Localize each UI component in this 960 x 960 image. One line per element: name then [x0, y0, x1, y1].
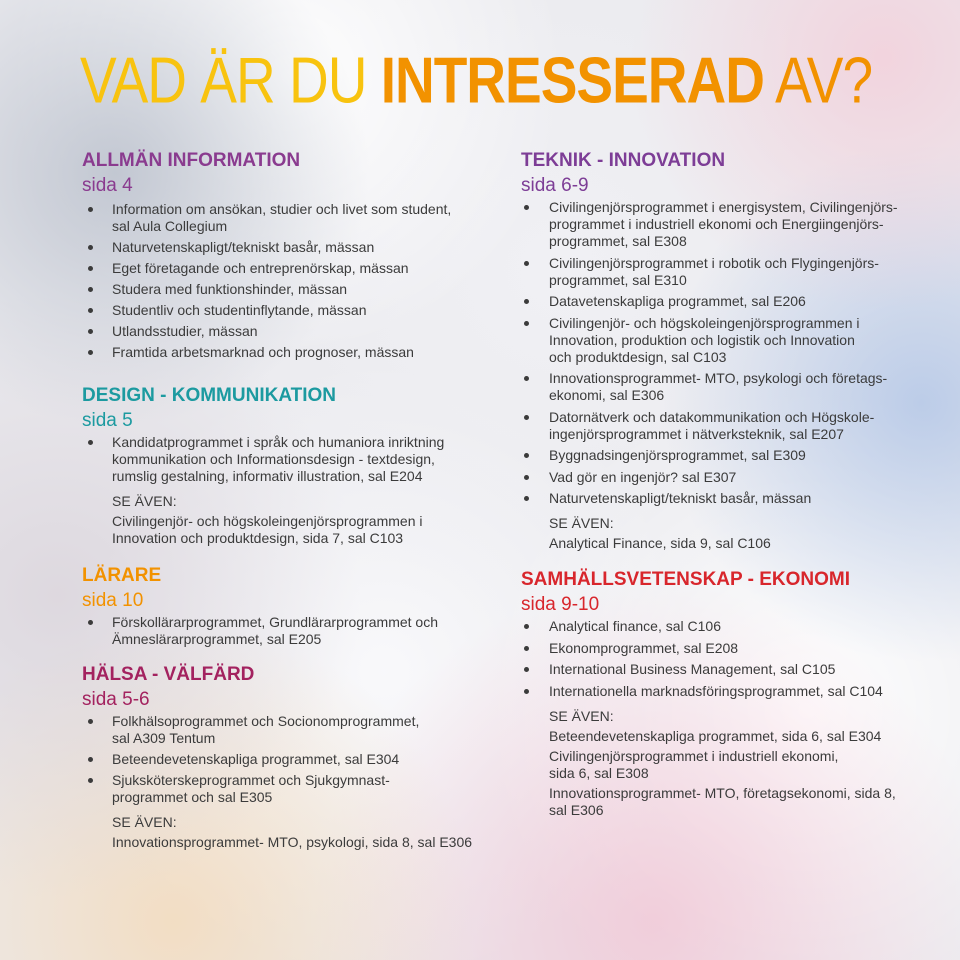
bullet-icon [524, 415, 529, 420]
section-design-kommunikation [82, 385, 502, 547]
section-samhallsvetenskap-ekonomi [521, 569, 941, 819]
item-text: Kandidatprogrammet i språk och humaniora inriktning kommunikation och Informationsdesign - textdesign, rumslig gestalning, informativ illustration, sal E204 [112, 434, 445, 484]
bullet-icon [524, 689, 529, 694]
item-text: Vad gör en ingenjör? sal E307 [549, 468, 737, 485]
item-text: Civilingenjör- och högskoleingenjörsprogrammen i Innovation, produktion och logistik och Innovation och produktdesign, sal C103 [549, 314, 860, 365]
list-item [521, 469, 941, 486]
item-text: Eget företagande och entreprenörskap, mässan [112, 260, 409, 276]
item-list [82, 201, 502, 361]
section-heading: HÄLSA - VÄLFÄRD [82, 664, 255, 685]
item-text: Framtida arbetsmarknad och prognoser, mässan [112, 344, 414, 360]
list-item [521, 409, 941, 443]
title-part-2: INTRESSERAD [380, 43, 764, 117]
bullet-icon [524, 453, 529, 458]
page-title [80, 43, 873, 117]
list-item [82, 772, 502, 806]
item-text: Internationella marknadsföringsprogrammet, sal C104 [549, 682, 883, 699]
list-item [82, 751, 502, 768]
item-list [521, 618, 941, 700]
bullet-icon [524, 376, 529, 381]
bullet-icon [524, 299, 529, 304]
list-item [82, 344, 502, 361]
list-item [521, 293, 941, 310]
section-page-ref: sida 5 [82, 410, 133, 431]
section-heading: DESIGN - KOMMUNIKATION [82, 385, 337, 406]
section-page-ref: sida 4 [82, 175, 133, 196]
bullet-icon [88, 757, 93, 762]
item-text: Civilingenjörsprogrammet i robotik och Flygingenjörs- programmet, sal E310 [549, 254, 879, 288]
bullet-icon [88, 207, 93, 212]
item-text: Folkhälsoprogrammet och Socionomprogrammet, sal A309 Tentum [112, 713, 420, 746]
item-text: Civilingenjörsprogrammet i energisystem, Civilingenjörs- programmet i industriell ekonomi och Energiingenjörs- programmet, sal E308 [549, 199, 898, 249]
list-item [521, 370, 941, 404]
section-heading: SAMHÄLLSVETENSKAP - EKONOMI [521, 569, 851, 590]
item-list [521, 199, 941, 507]
see-also-entry: Innovationsprogrammet- MTO, företagsekonomi, sida 8, sal E306 [549, 784, 896, 818]
list-item [521, 199, 941, 250]
list-item [521, 447, 941, 464]
bullet-icon [88, 620, 93, 625]
see-also-label: SE ÄVEN: [112, 814, 177, 830]
list-item [521, 661, 941, 678]
section-page-ref: sida 10 [82, 590, 144, 611]
see-also-entry: Civilingenjör- och högskoleingenjörsprogrammen i Innovation och produktdesign, sida 7, sal C103 [112, 513, 423, 546]
item-text: Analytical finance, sal C106 [549, 618, 721, 634]
bullet-icon [524, 261, 529, 266]
list-item [521, 315, 941, 366]
bullet-icon [524, 321, 529, 326]
list-item [82, 281, 502, 298]
item-text: Datavetenskapliga programmet, sal E206 [549, 293, 806, 309]
title-part-3: AV? [775, 43, 873, 117]
item-text: Förskollärarprogrammet, Grundlärarprogrammet och Ämneslärarprogrammet, sal E205 [112, 614, 438, 647]
list-item [521, 640, 941, 657]
item-list [82, 614, 502, 648]
see-also-label: SE ÄVEN: [112, 493, 177, 509]
item-text: Ekonomprogrammet, sal E208 [549, 639, 739, 656]
bullet-icon [524, 646, 529, 651]
item-text: Utlandsstudier, mässan [112, 323, 258, 339]
list-item [82, 713, 502, 747]
bullet-icon [88, 440, 93, 445]
see-also-entry: Beteendevetenskapliga programmet, sida 6, sal E304 [549, 727, 882, 744]
list-item [521, 490, 941, 507]
bullet-icon [88, 719, 93, 724]
list-item [82, 201, 502, 235]
list-item [521, 683, 941, 700]
item-text: Sjuksköterskeprogrammet och Sjukgymnast- programmet och sal E305 [112, 772, 390, 805]
section-page-ref: sida 9-10 [521, 594, 600, 615]
see-also-entry: Innovationsprogrammet- MTO, psykologi, sida 8, sal E306 [112, 834, 473, 850]
list-item [82, 260, 502, 277]
list-item [82, 302, 502, 319]
see-also [521, 708, 941, 819]
list-item [521, 618, 941, 635]
bullet-icon [524, 624, 529, 629]
item-text: Studentliv och studentinflytande, mässan [112, 302, 367, 318]
section-larare [82, 565, 502, 652]
section-heading: LÄRARE [82, 565, 162, 586]
item-text: Beteendevetenskapliga programmet, sal E304 [112, 751, 400, 767]
section-teknik-innovation [521, 150, 941, 552]
bullet-icon [88, 308, 93, 313]
section-heading: TEKNIK - INNOVATION [521, 150, 726, 171]
see-also [82, 814, 502, 851]
list-item [521, 255, 941, 289]
title-part-1: VAD ÄR DU [80, 43, 367, 117]
see-also-label: SE ÄVEN: [549, 515, 614, 531]
item-text: Datornätverk och datakommunikation och Högskole- ingenjörsprogrammet i nätverksteknik, sal E207 [549, 408, 875, 442]
list-item [82, 434, 502, 485]
item-text: Naturvetenskapligt/tekniskt basår, mässan [112, 239, 375, 255]
bullet-icon [88, 287, 93, 292]
bullet-icon [88, 329, 93, 334]
list-item [82, 323, 502, 340]
section-page-ref: sida 5-6 [82, 689, 150, 710]
bullet-icon [88, 778, 93, 783]
item-text: Byggnadsingenjörsprogrammet, sal E309 [549, 447, 806, 463]
bullet-icon [88, 350, 93, 355]
item-text: Naturvetenskapligt/tekniskt basår, mässan [549, 490, 812, 506]
item-list [82, 713, 502, 806]
item-text: Information om ansökan, studier och livet som student, sal Aula Collegium [112, 201, 452, 234]
item-text: International Business Management, sal C105 [549, 661, 836, 677]
bullet-icon [88, 266, 93, 271]
section-halsa-valfard [82, 664, 502, 851]
see-also-label: SE ÄVEN: [549, 707, 614, 724]
section-heading: ALLMÄN INFORMATION [82, 150, 301, 171]
see-also-entry: Civilingenjörsprogrammet i industriell ekonomi, sida 6, sal E308 [549, 747, 839, 781]
bullet-icon [524, 475, 529, 480]
bullet-icon [524, 496, 529, 501]
bullet-icon [524, 205, 529, 210]
bullet-icon [524, 667, 529, 672]
see-also-entry: Analytical Finance, sida 9, sal C106 [549, 535, 771, 551]
see-also [82, 493, 502, 547]
see-also [521, 515, 941, 552]
section-allman-information [82, 150, 502, 365]
item-list [82, 434, 502, 485]
bullet-icon [88, 245, 93, 250]
item-text: Innovationsprogrammet- MTO, psykologi och företags- ekonomi, sal E306 [549, 370, 888, 403]
list-item [82, 239, 502, 256]
section-page-ref: sida 6-9 [521, 175, 589, 196]
list-item [82, 614, 502, 648]
item-text: Studera med funktionshinder, mässan [112, 281, 348, 297]
